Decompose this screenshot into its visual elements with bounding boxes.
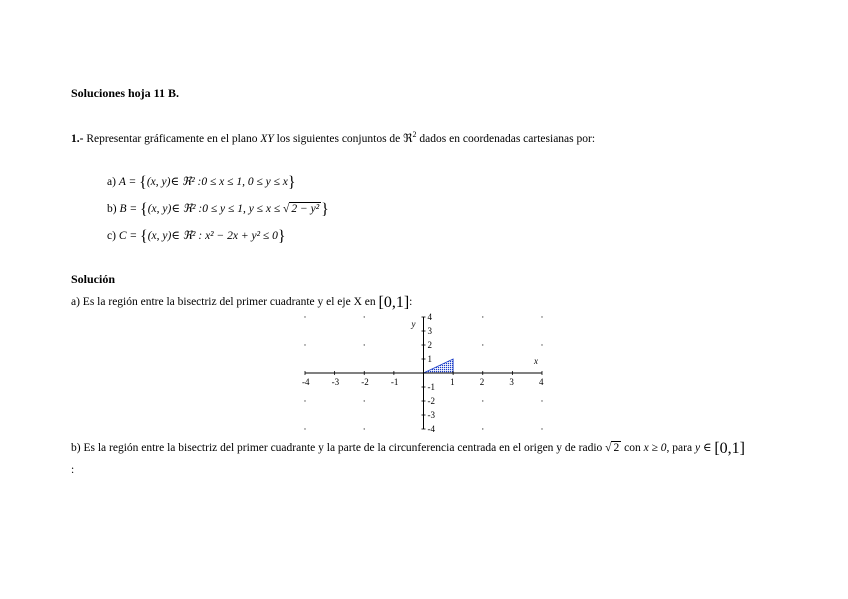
item-b: b) B = {(x, y)∈ ℜ² :0 ≤ y ≤ 1, y ≤ x ≤ √ 2 − y² } (107, 201, 329, 218)
grid-dot (482, 400, 483, 401)
grid-dot (304, 428, 305, 429)
item-c-body: (x, y)∈ ℜ² : x² − 2x + y² ≤ 0 (147, 230, 278, 242)
x-tick-label: -2 (361, 377, 369, 387)
x-axis-label: x (534, 356, 538, 366)
real-symbol: ℜ (403, 133, 413, 145)
y-tick-label: 2 (427, 340, 432, 350)
x-tick-label: 1 (450, 377, 455, 387)
item-b-set: B = (119, 203, 141, 215)
problem-number: 1.- (71, 133, 84, 145)
problem-text-after: dados en coordenadas cartesianas por: (419, 133, 596, 145)
grid-dot (541, 316, 542, 317)
grid-dot (364, 400, 365, 401)
region-a-plot (300, 313, 550, 433)
part-b-sentence: b) Es la región entre la bisectriz del primer cuadrante y la parte de la circunferencia centrada en el origen y de radio (71, 442, 606, 454)
grid-dot (541, 428, 542, 429)
part-a-text (71, 294, 412, 312)
item-b-sqrt: 2 − y² (291, 203, 320, 215)
item-a: a) A = {(x, y)∈ ℜ² :0 ≤ x ≤ 1, 0 ≤ y ≤ x} (107, 174, 296, 191)
grid-dot (482, 344, 483, 345)
item-c: c) C = {(x, y)∈ ℜ² : x² − 2x + y² ≤ 0} (107, 228, 286, 245)
x-tick-label: -4 (302, 377, 310, 387)
y-tick-label: -4 (427, 424, 435, 433)
part-a-tail: : (409, 296, 413, 308)
grid-dot (364, 344, 365, 345)
problem-text-middle: los siguientes conjuntos de (276, 133, 401, 145)
grid-dot (364, 316, 365, 317)
part-a-sentence: a) Es la región entre la bisectriz del primer cuadrante y el eje X en (71, 296, 379, 308)
solution-title: Solución (71, 272, 116, 286)
part-b-cond: x ≥ 0 (643, 442, 667, 454)
y-tick-label: -1 (427, 382, 435, 392)
grid-dot (482, 428, 483, 429)
grid-dot (304, 316, 305, 317)
grid-dot (482, 316, 483, 317)
problem-text-before: Representar gráficamente en el plano (86, 133, 258, 145)
grid-dot (541, 400, 542, 401)
page-title: Soluciones hoja 11 B. (71, 86, 180, 100)
item-a-set: A = (118, 176, 140, 188)
y-axis-label: y (411, 318, 416, 329)
grid-dot (304, 344, 305, 345)
part-b-cond-post: , para (666, 442, 693, 454)
exponent: 2 (412, 130, 417, 139)
grid-dot (364, 428, 365, 429)
part-b-cond-pre: con (624, 442, 641, 454)
grid-dot (541, 344, 542, 345)
problem-statement (71, 130, 595, 145)
item-b-body: (x, y)∈ ℜ² :0 ≤ y ≤ 1, y ≤ x ≤ (147, 203, 284, 215)
grid-dot (304, 400, 305, 401)
part-b-cond-y: y ∈ (694, 442, 715, 454)
item-a-label: a) (107, 176, 116, 188)
x-tick-label: 3 (509, 377, 514, 387)
plane-name: XY (260, 133, 274, 145)
x-tick-label: 4 (539, 377, 544, 387)
y-tick-label: 4 (427, 313, 432, 322)
item-c-set: C = (118, 230, 140, 242)
y-tick-label: -2 (427, 396, 435, 406)
y-tick-label: 1 (427, 354, 432, 364)
part-b-sqrt2: 2 (613, 442, 620, 454)
x-tick-label: 2 (479, 377, 485, 387)
item-c-label: c) (107, 230, 116, 242)
part-b-text: b) Es la región entre la bisectriz del primer cuadrante y la parte de la circunferencia centrada en el origen y de radio √ 2 con x ≥ 0, para y ∈ [0,1] (71, 440, 745, 457)
part-a-interval: [0,1] (378, 294, 410, 311)
item-b-label: b) (107, 203, 117, 215)
item-a-body: (x, y)∈ ℜ² :0 ≤ x ≤ 1, 0 ≤ y ≤ x (146, 176, 288, 188)
x-tick-label: -3 (331, 377, 340, 387)
y-tick-label: -3 (427, 410, 435, 420)
part-b-interval: [0,1] (714, 440, 745, 457)
y-tick-label: 3 (427, 326, 432, 336)
trailing-colon: : (71, 464, 75, 476)
x-tick-label: -1 (390, 377, 399, 387)
